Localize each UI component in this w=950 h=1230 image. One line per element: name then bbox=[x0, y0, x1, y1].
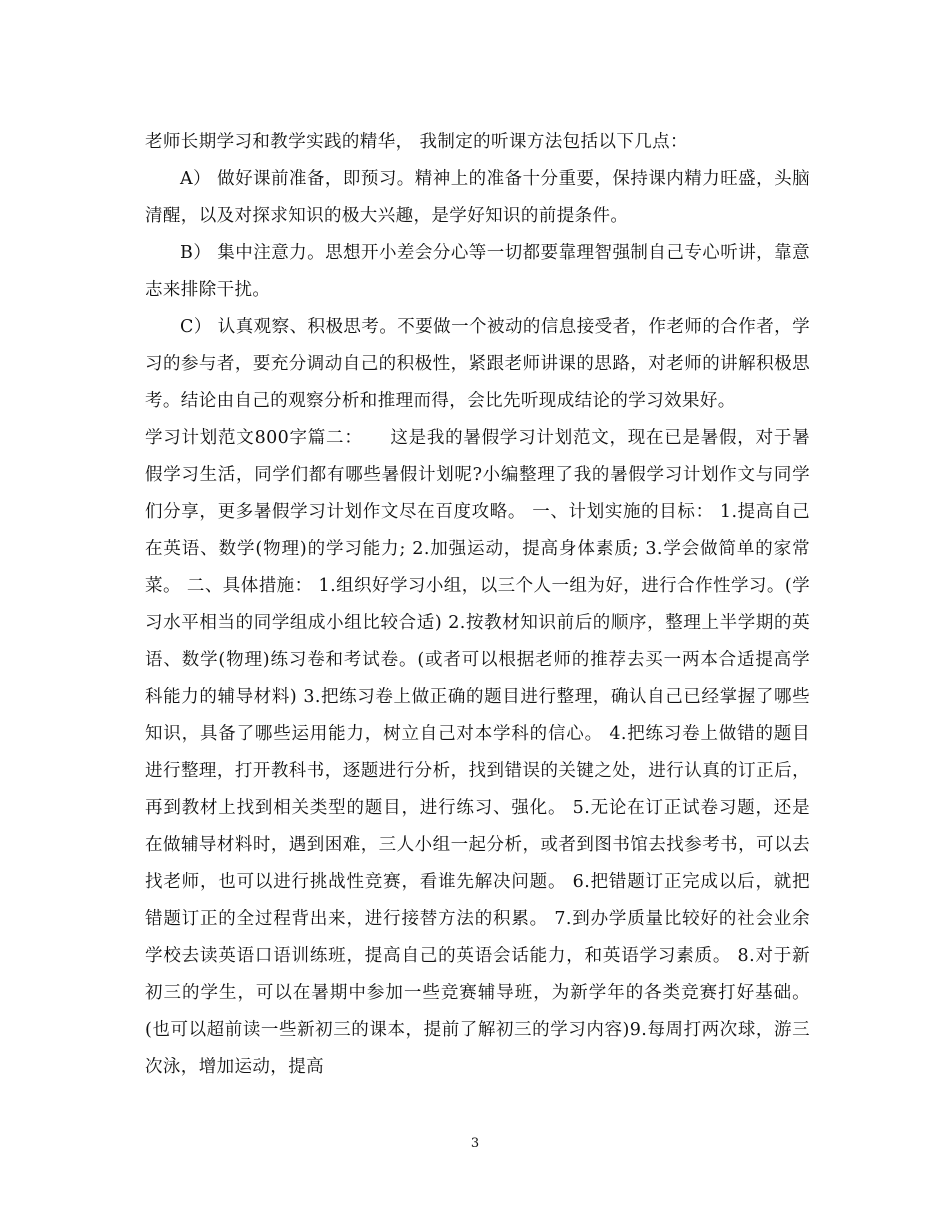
document-body bbox=[145, 124, 810, 1086]
paragraph-plan-two: 学习计划范文800字篇二： 这是我的暑假学习计划范文，现在已是暑假，对于暑假学习生活，同学们都有哪些暑假计划呢?小编整理了我的暑假学习计划作文与同学们分享，更多暑假学习计划作文尽在百度攻略。 一、计划实施的目标： 1.提高自己在英语、数学(物理)的学习能力; 2.加强运动，提高身体素质; 3.学会做简单的家常菜。 二、具体措施： 1.组织好学习小组，以三个人一组为好，进行合作性学习。(学习水平相当的同学组成小组比较合适) 2.按教材知识前后的顺序，整理上半学期的英语、数学(物理)练习卷和考试卷。(或者可以根据老师的推荐去买一两本合适提高学科能力的辅导材料) 3.把练习卷上做正确的题目进行整理，确认自己已经掌握了哪些知识，具备了哪些运用能力，树立自己对本学科的信心。 4.把练习卷上做错的题目进行整理，打开教科书，逐题进行分析，找到错误的关键之处，进行认真的订正后，再到教材上找到相关类型的题目，进行练习、强化。 5.无论在订正试卷习题，还是在做辅导材料时，遇到困难，三人小组一起分析，或者到图书馆去找参考书，可以去找老师，也可以进行挑战性竞赛，看谁先解决问题。 6.把错题订正完成以后，就把错题订正的全过程背出来，进行接替方法的积累。 7.到办学质量比较好的社会业余学校去读英语口语训练班，提高自己的英语会话能力，和英语学习素质。 8.对于新初三的学生，可以在暑期中参加一些竞赛辅导班，为新学年的各类竞赛打好基础。(也可以超前读一些新初三的课本，提前了解初三的学习内容)9.每周打两次球，游三次泳，增加运动，提高 bbox=[145, 428, 810, 1077]
paragraph-item-a: A） 做好课前准备，即预习。精神上的准备十分重要，保持课内精力旺盛，头脑清醒，以及对探求知识的极大兴趣，是学好知识的前提条件。 bbox=[145, 169, 810, 226]
paragraph-intro: 老师长期学习和教学实践的精华， 我制定的听课方法包括以下几点： bbox=[145, 132, 688, 152]
paragraph-item-c: C） 认真观察、积极思考。不要做一个被动的信息接受者，作老师的合作者，学习的参与者，要充分调动自己的积极性，紧跟老师讲课的思路，对老师的讲解积极思考。结论由自己的观察分析和推理而得，会比先听现成结论的学习效果好。 bbox=[145, 317, 810, 411]
page-number: 3 bbox=[470, 1136, 480, 1151]
paragraph-item-b: B） 集中注意力。思想开小差会分心等一切都要靠理智强制自己专心听讲，靠意志来排除干扰。 bbox=[145, 243, 810, 300]
